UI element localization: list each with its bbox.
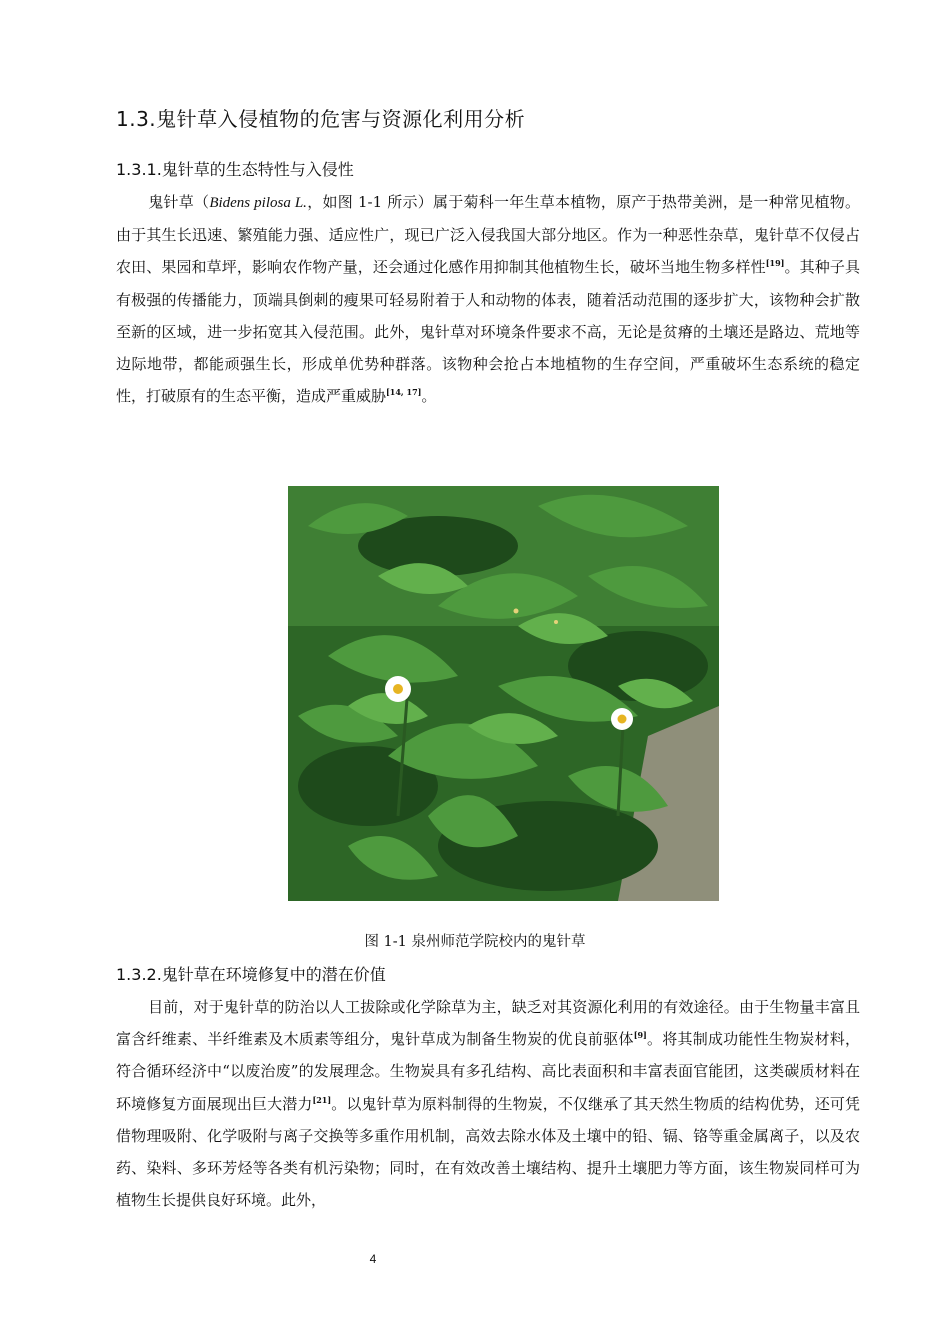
plant-photo <box>288 486 719 901</box>
citation: [14, 17] <box>386 387 422 398</box>
section-heading: 1.3.鬼针草入侵植物的危害与资源化利用分析 <box>116 107 526 131</box>
text: 。将其制成功能性生物炭材料，符合循环经济中“以废治废”的发展理念。生物炭具有多孔结构、高比表面积和丰富表面官能团，这类碳质材料在环境修复方面展现出巨大潜力 <box>116 1030 860 1113</box>
text: 。以鬼针草为原料制得的生物炭，不仅继承了其天然生物质的结构优势，还可凭借物理吸附、化学吸附与离子交换等多重作用机制，高效去除水体及土壤中的铅、镉、铬等重金属离子，以及农药、染料、多环芳烃等各类有机污染物；同时，在有效改善土壤结构、提升土壤肥力等方面，该生物炭同样可为植物生长提供良好环境。此外， <box>116 1094 860 1210</box>
text: 。其种子具有极强的传播能力，顶端具倒刺的瘦果可轻易附着于人和动物的体表，随着活动范围的逐步扩大，该物种会扩散至新的区域，进一步拓宽其入侵范围。此外，鬼针草对环境条件要求不高，无论是贫瘠的土壤还是路边、荒地等边际地带，都能顽强生长，形成单优势种群落。该物种会抢占本地植物的生存空间，严重破坏生态系统的稳定性，打破原有的生态平衡，造成严重威胁 <box>116 258 860 406</box>
text: ，如图 1-1 所示）属于菊科一年生草本植物，原产于热带美洲，是一种常见植物。由于其生长迅速、繁殖能力强、适应性广，现已广泛入侵我国大部分地区。作为一种恶性杂草，鬼针草不仅侵占农田、果园和草坪，影响农作物产量，还会通过化感作用抑制其他植物生长，破坏当地生物多样性 <box>116 193 860 277</box>
text: 目前，对于鬼针草的防治以人工拔除或化学除草为主，缺乏对其资源化利用的有效途径。由于生物量丰富且富含纤维素、半纤维素及木质素等组分，鬼针草成为制备生物炭的优良前驱体 <box>116 998 860 1049</box>
citation: [19] <box>765 258 785 269</box>
paragraph-ecology <box>116 186 860 412</box>
citation: [9] <box>633 1030 647 1041</box>
citation: [21] <box>312 1094 332 1105</box>
bidens-plant-illustration <box>288 486 719 901</box>
flower-right <box>611 708 633 730</box>
figure-caption: 图 1-1 泉州师范学院校内的鬼针草 <box>364 934 586 950</box>
subsection-heading-remediation: 1.3.2.鬼针草在环境修复中的潜在价值 <box>116 965 386 984</box>
text: 。 <box>421 387 437 406</box>
paragraph-remediation <box>116 991 860 1216</box>
page-number: 4 <box>369 1252 377 1266</box>
flower-left <box>385 676 411 702</box>
subsection-heading-ecology: 1.3.1.鬼针草的生态特性与入侵性 <box>116 160 354 179</box>
latin-name: Bidens pilosa L. <box>209 195 307 211</box>
text: 鬼针草（ <box>148 193 210 211</box>
